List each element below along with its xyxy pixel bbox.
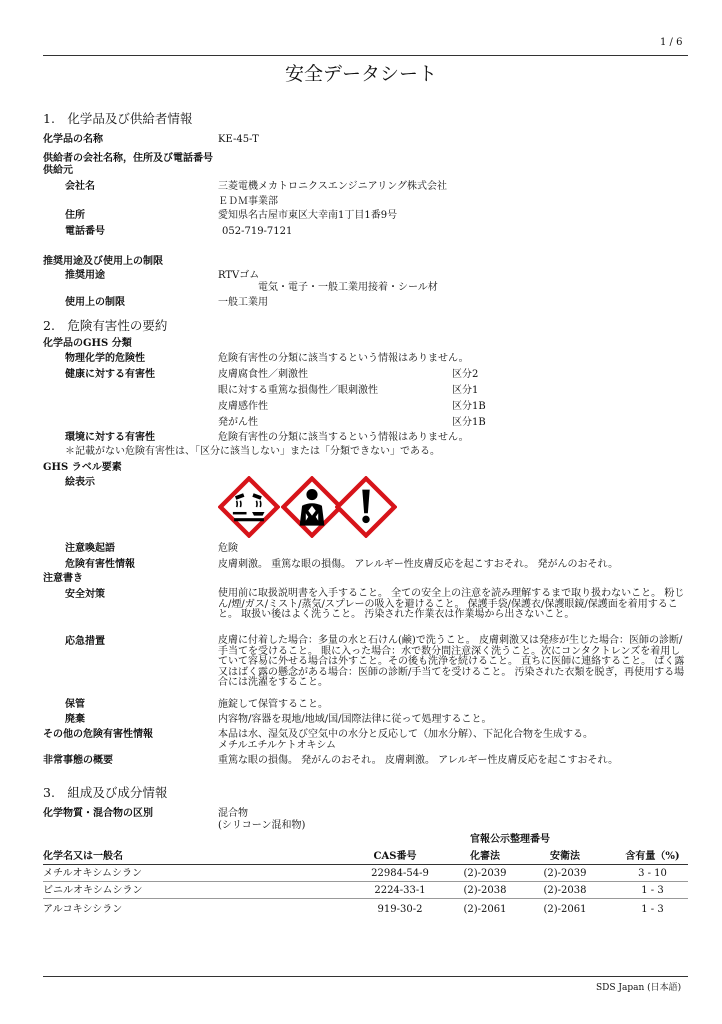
page-number: 1 / 6 (660, 37, 683, 48)
health-item: 眼に対する重篤な損傷性／眼刺激性 (218, 385, 378, 396)
environment-hazard-value: 危険有害性の分類に該当するという情報はありません。 (218, 432, 469, 443)
row-rule (43, 881, 688, 882)
col-header-content: 含有量（%) (625, 851, 680, 862)
substance-class-detail: (シリコーン混和物) (218, 820, 306, 831)
corrosion-icon (218, 476, 280, 538)
footer-text: SDS Japan (日本語) (596, 983, 682, 993)
other-hazards-value: 本品は水、湿気及び空気中の水分と反応して（加水分解）、下記化合物を生成する。 (218, 729, 593, 740)
col-header-name: 化学名又は一般名 (43, 851, 123, 862)
emergency-overview-value: 重篤な眼の損傷。 発がんのおそれ。 皮膚刺激。 アレルギー性皮膚反応を起こすおそれ。 (218, 755, 619, 766)
health-category: 区分1 (452, 385, 479, 396)
physical-hazard-label: 物理化学的危険性 (65, 353, 145, 364)
disposal-label: 廃棄 (65, 714, 85, 725)
use-limit-value: 一般工業用 (218, 297, 268, 308)
row-content: 1 - 3 (641, 904, 664, 915)
row-csc: (2)-2038 (463, 885, 507, 896)
other-hazards-label: その他の危険有害性情報 (43, 729, 153, 740)
row-cas: 2224-33-1 (374, 885, 426, 896)
prevention-label: 安全対策 (65, 589, 105, 600)
signal-word-label: 注意喚起語 (65, 543, 115, 554)
precaution-header: 注意書き (43, 573, 83, 584)
gazette-number-header: 官報公示整理番号 (470, 834, 550, 845)
exclamation-icon (335, 476, 397, 538)
emergency-overview-label: 非常事態の概要 (43, 755, 113, 766)
other-hazards-compound: メチルエチルケトオキシム (218, 740, 336, 751)
health-hazard-label: 健康に対する有害性 (65, 369, 155, 380)
pictogram-label: 絵表示 (65, 477, 95, 488)
classification-note: ＊記載がない危険有害性は、「区分に該当しない」または「分類できない」である。 (65, 446, 440, 457)
row-rule (43, 898, 688, 899)
row-ish: (2)-2061 (543, 904, 587, 915)
company-value: 三菱電機メカトロニクスエンジニアリング株式会社 (218, 181, 448, 192)
row-name: アルコキシシラン (43, 904, 123, 915)
use-header: 推奨用途及び使用上の制限 (43, 256, 163, 267)
prevention-value: 使用前に取扱説明書を入手すること。 全ての安全上の注意を読み理解するまで取り扱わないこと。 粉じん/煙/ガス/ミスト/蒸気/スプレーの吸入を避けること。 保護手袋/保護衣/保護眼鏡/保護面を着用すること。 取扱い後はよく洗うこと。 汚染された作業衣は作業場から出さないこと。 (218, 588, 685, 620)
substance-class-value: 混合物 (218, 808, 248, 819)
division-value: ＥＤＭ事業部 (218, 196, 278, 207)
health-item: 発がん性 (218, 417, 258, 428)
row-content: 1 - 3 (641, 885, 664, 896)
footer-rule (43, 976, 688, 977)
hazard-statement-label: 危険有害性情報 (65, 559, 135, 570)
col-header-cas: CAS番号 (373, 851, 417, 862)
use-limit-label: 使用上の制限 (65, 297, 125, 308)
ghs-classification-label: 化学品のGHS 分類 (43, 338, 132, 349)
supplier-sub-label: 供給元 (43, 165, 73, 176)
storage-label: 保管 (65, 699, 85, 710)
row-csc: (2)-2039 (463, 868, 507, 879)
row-content: 3 - 10 (638, 868, 667, 879)
document-title: 安全データシート (284, 63, 437, 85)
health-category: 区分1B (452, 417, 486, 428)
address-label: 住所 (65, 210, 85, 221)
row-ish: (2)-2038 (543, 885, 587, 896)
response-label: 応急措置 (65, 636, 105, 647)
substance-class-label: 化学物質・混合物の区別 (43, 808, 153, 819)
recommended-use-label: 推奨用途 (65, 270, 105, 281)
recommended-use-value: RTVゴム (218, 270, 260, 281)
section-3-heading: 3. 組成及び成分情報 (43, 785, 168, 800)
response-value: 皮膚に付着した場合：多量の水と石けん(鹸)で洗うこと。 皮膚刺激又は発疹が生じた場合：医師の診断/手当てを受けること。 眼に入った場合：水で数分間注意深く洗うこと。次にコンタクトレンズを着用していて容易に外せる場合は外すこと。その後も洗浄を続けること。 直ちに医師に連絡すること。 ばく露又はばく露の懸念がある場合：医師の診断/手当てを受けること。 汚染された衣類を脱ぎ，再使用する場合には洗濯をすること。 (218, 635, 685, 688)
health-item: 皮膚感作性 (218, 401, 268, 412)
phone-label: 電話番号 (65, 226, 105, 237)
signal-word-value: 危険 (218, 543, 238, 554)
row-ish: (2)-2039 (543, 868, 587, 879)
product-name-value: KE-45-T (218, 134, 259, 145)
header-rule (43, 55, 688, 56)
company-label: 会社名 (65, 181, 95, 192)
row-name: ビニルオキシムシラン (43, 885, 143, 896)
environment-hazard-label: 環境に対する有害性 (65, 432, 155, 443)
phone-value: 052-719-7121 (222, 226, 293, 237)
section-2-heading: 2. 危険有害性の要約 (43, 318, 168, 333)
col-header-ish: 安衛法 (550, 851, 580, 862)
physical-hazard-value: 危険有害性の分類に該当するという情報はありません。 (218, 353, 469, 364)
label-elements-header: GHS ラベル要素 (43, 462, 122, 473)
health-category: 区分2 (452, 369, 479, 380)
row-csc: (2)-2061 (463, 904, 507, 915)
disposal-value: 内容物/容器を現地/地域/国/国際法律に従って処理すること。 (218, 714, 492, 725)
health-item: 皮膚腐食性／刺激性 (218, 369, 308, 380)
storage-value: 施錠して保管すること。 (218, 699, 328, 710)
address-value: 愛知県名古屋市東区大幸南1丁目1番9号 (218, 210, 398, 221)
row-cas: 22984-54-9 (371, 868, 429, 879)
product-name-label: 化学品の名称 (43, 134, 103, 145)
recommended-use-detail: 電気・電子・一般工業用接着・シール材 (258, 282, 438, 293)
table-header-rule (43, 864, 688, 865)
supplier-label: 供給者の会社名称，住所及び電話番号 (43, 153, 213, 164)
col-header-csc: 化審法 (470, 851, 500, 862)
health-category: 区分1B (452, 401, 486, 412)
hazard-statement-value: 皮膚刺激。 重篤な眼の損傷。 アレルギー性皮膚反応を起こすおそれ。 発がんのおそれ。 (218, 559, 619, 570)
row-cas: 919-30-2 (377, 904, 423, 915)
section-1-heading: 1. 化学品及び供給者情報 (43, 111, 193, 126)
row-name: メチルオキシムシラン (43, 868, 142, 879)
health-hazard-icon (281, 476, 343, 538)
